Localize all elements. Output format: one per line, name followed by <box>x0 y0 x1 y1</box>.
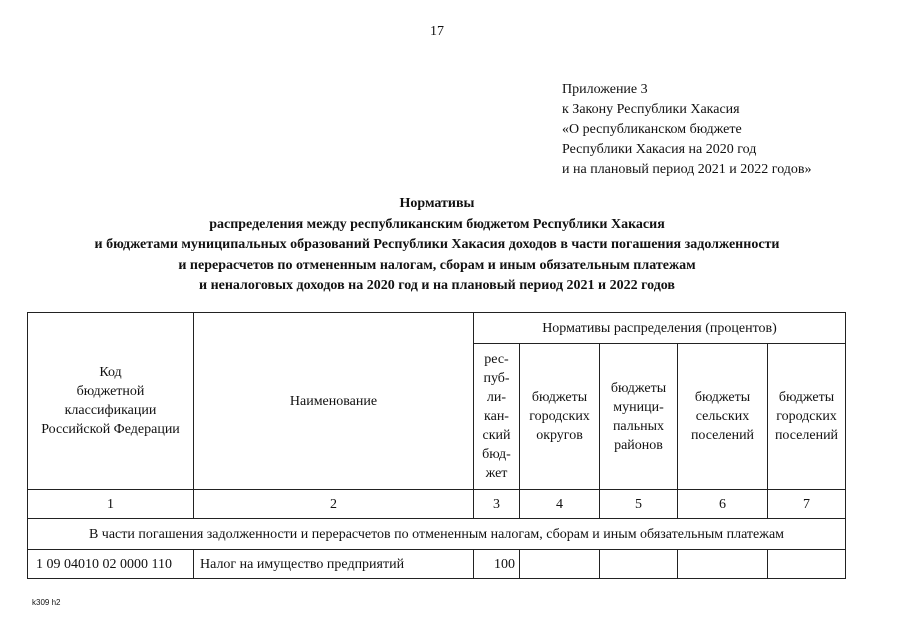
header-line: кан- <box>484 409 509 424</box>
header-line: поселений <box>690 428 755 443</box>
column-number: 1 <box>28 490 194 519</box>
document-title <box>0 194 874 297</box>
header-code-line: бюджетной <box>76 384 145 399</box>
header-municipal-districts <box>600 344 678 490</box>
header-city-districts <box>520 344 600 490</box>
header-code-line: Код <box>99 365 122 380</box>
row-name: Налог на имущество предприятий <box>194 550 474 579</box>
header-republic-budget <box>474 344 520 490</box>
footer-mark: k309 h2 <box>32 598 61 607</box>
column-number: 3 <box>474 490 520 519</box>
header-code <box>28 313 194 490</box>
row-code: 1 09 04010 02 0000 110 <box>28 550 194 579</box>
page-number: 17 <box>430 24 444 39</box>
column-numbers-row <box>28 490 846 519</box>
appendix-line: к Закону Республики Хакасия <box>562 102 740 117</box>
title-line: Нормативы <box>399 196 475 211</box>
header-line: пуб- <box>483 371 510 386</box>
section-row <box>28 519 846 550</box>
section-title: В части погашения задолженности и перерасчетов по отмененным налогам, сборам и иным обязательным платежам <box>28 519 846 550</box>
header-line: пальных <box>612 418 665 434</box>
header-line: бюджеты <box>531 390 588 405</box>
norms-table <box>27 312 846 579</box>
appendix-line: «О республиканском бюджете <box>562 122 742 137</box>
title-line: и бюджетами муниципальных образований Республики Хакасия доходов в части погашения задолженности <box>94 237 780 252</box>
header-line: жет <box>485 466 508 481</box>
row-urban-value <box>768 550 846 579</box>
header-line: рес- <box>484 352 509 367</box>
header-line: бюджеты <box>778 390 835 405</box>
header-line: сельских <box>695 409 750 424</box>
column-number: 2 <box>194 490 474 519</box>
header-line: бюд- <box>482 447 511 462</box>
appendix-line: и на плановый период 2021 и 2022 годов» <box>562 162 812 177</box>
column-number: 7 <box>768 490 846 519</box>
title-line: распределения между республиканским бюджетом Республики Хакасия <box>209 216 665 232</box>
header-line: ский <box>482 428 511 443</box>
row-municipal-districts-value <box>600 550 678 579</box>
header-norms-group: Нормативы распределения (процентов) <box>474 313 846 344</box>
column-number: 6 <box>678 490 768 519</box>
appendix-note <box>562 80 812 180</box>
row-republic-value: 100 <box>474 550 520 579</box>
title-line: и неналоговых доходов на 2020 год и на плановый период 2021 и 2022 годов <box>199 278 675 293</box>
header-line: округов <box>536 428 583 443</box>
header-rural-settlements <box>678 344 768 490</box>
header-line: ли- <box>486 390 507 405</box>
title-line: и перерасчетов по отмененным налогам, сборам и иным обязательным платежам <box>178 257 696 273</box>
row-city-districts-value <box>520 550 600 579</box>
header-code-line: Российской Федерации <box>41 422 180 437</box>
header-code-line: классификации <box>64 403 157 418</box>
row-rural-value <box>678 550 768 579</box>
header-line: поселений <box>774 428 839 443</box>
header-line: районов <box>614 437 663 453</box>
header-name: Наименование <box>194 313 474 490</box>
header-urban-settlements <box>768 344 846 490</box>
column-number: 4 <box>520 490 600 519</box>
header-line: бюджеты <box>610 380 667 396</box>
header-line: городских <box>776 409 837 424</box>
header-line: городских <box>529 409 590 424</box>
appendix-line: Республики Хакасия на 2020 год <box>562 142 757 157</box>
appendix-line: Приложение 3 <box>562 82 648 97</box>
table-row <box>28 550 846 579</box>
header-line: муници- <box>613 399 664 415</box>
header-line: бюджеты <box>694 390 751 405</box>
column-number: 5 <box>600 490 678 519</box>
